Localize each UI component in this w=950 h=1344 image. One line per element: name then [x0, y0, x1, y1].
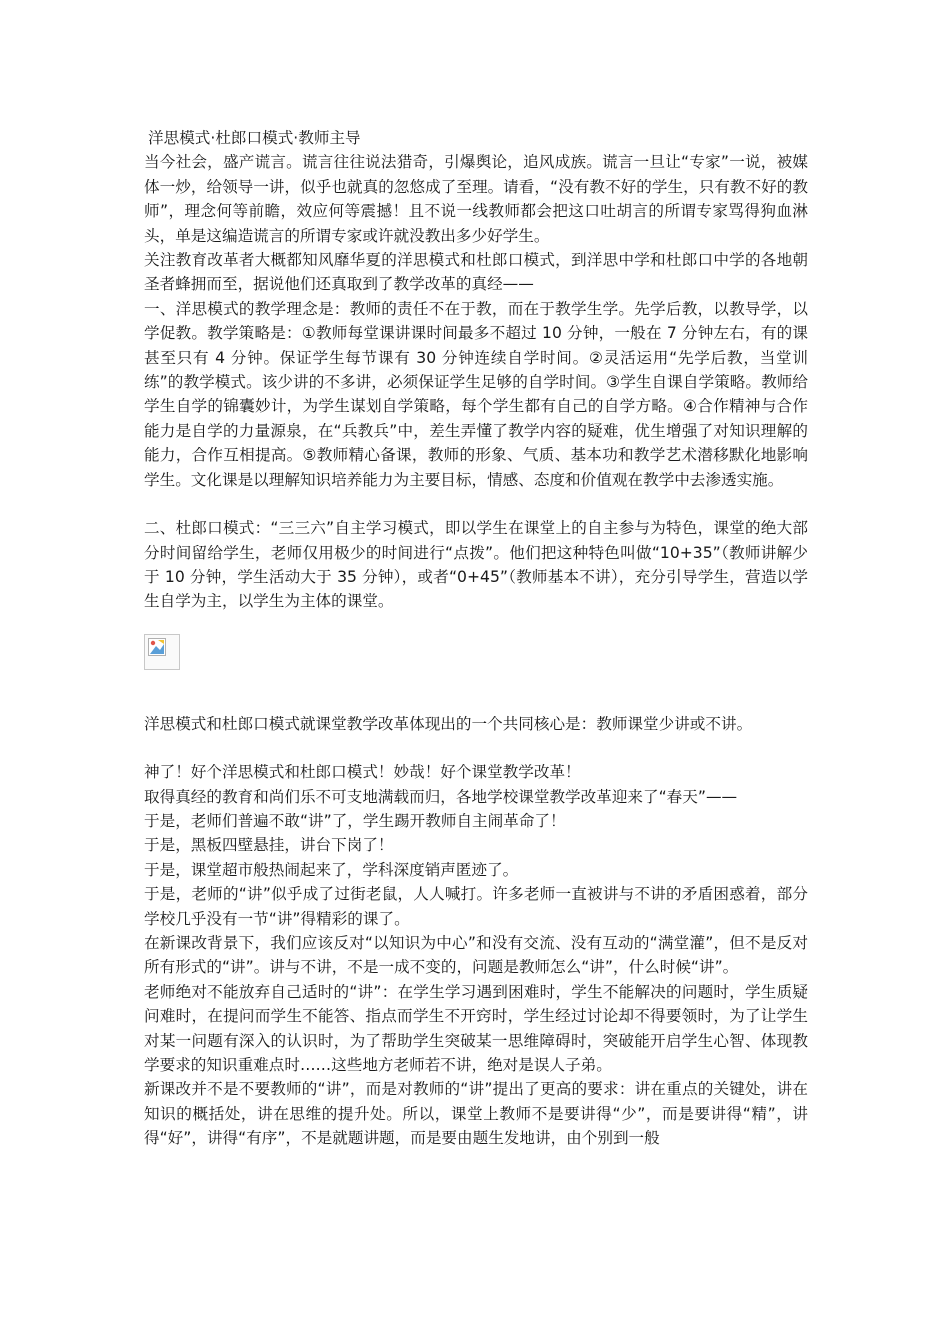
- paragraph-yangsi: 一、洋思模式的教学理念是：教师的责任不在于教，而在于教学生学。先学后教，以教导学，以学促教。教学策略是：①教师每堂课讲课时间最多不超过 10 分钟，一般在 7 分钟左右，有的课甚至只有 4 分钟。保证学生每节课有 30 分钟连续自学时间。②灵活运用“先学后教，当堂训练”的教学模式。该少讲的不多讲，必须保证学生足够的自学时间。③学生自课自学策略。教师给学生自学的锦囊妙计，为学生谋划自学策略，每个学生都有自己的自学方略。④合作精神与合作能力是自学的力量源泉，在“兵教兵”中，差生弄懂了教学内容的疑难，优生增强了对知识理解的能力，合作互相提高。⑤教师精心备课，教师的形象、气质、基本功和教学艺术潜移默化地影响学生。文化课是以理解知识培养能力为主要目标，情感、态度和价值观在教学中去渗透实施。: [144, 299, 808, 489]
- article-body: [144, 126, 808, 1151]
- paragraph-core: 洋思模式和杜郎口模式就课堂教学改革体现出的一个共同核心是：教师课堂少讲或不讲。: [144, 714, 753, 733]
- image-placeholder: [144, 634, 808, 696]
- article-title: 洋思模式·杜郎口模式·教师主导: [148, 129, 361, 147]
- paragraph-yushi-1: 于是，老师们普遍不敢“讲”了，学生踢开教师自主闹革命了！: [144, 811, 566, 830]
- paragraph-duliangkou: 二、杜郎口模式：“三三六”自主学习模式，即以学生在课堂上的自主参与为特色，课堂的绝大部分时间留给学生，老师仅用极少的时间进行“点拨”。他们把这种特色叫做“10+35”（教师讲解少于 10 分钟，学生活动大于 35 分钟），或者“0+45”（教师基本不讲），充分引导学生，营造以学生自学为主，以学生为主体的课堂。: [144, 519, 808, 611]
- paragraph-context: 关注教育改革者大概都知风靡华夏的洋思模式和杜郎口模式，到洋思中学和杜郎口中学的各地朝圣者蜂拥而至，据说他们还真取到了教学改革的真经——: [144, 251, 808, 294]
- paragraph-exclaim: 神了！好个洋思模式和杜郎口模式！妙哉！好个课堂教学改革！: [144, 763, 581, 782]
- paragraph-yushi-2: 于是，黑板四壁悬挂，讲台下岗了！: [144, 836, 394, 855]
- paragraph-timely-talk: 老师绝对不能放弃自己适时的“讲”：在学生学习遇到困难时，学生不能解决的问题时，学生质疑问难时，在提问而学生不能答、指点而学生不开窍时，学生经过讨论却不得要领时，为了让学生对某一问题有深入的认识时，为了帮助学生突破某一思维障碍时，突破能开启学生心智、体现教学要求的知识重难点时……这些地方老师若不讲，绝对是误人子弟。: [144, 982, 808, 1074]
- paragraph-intro: 当今社会，盛产谎言。谎言往往说法猎奇，引爆舆论，追风成族。谎言一旦让“专家”一说，被媒体一炒，给领导一讲，似乎也就真的忽悠成了至理。请看，“没有教不好的学生，只有教不好的教师”，理念何等前瞻，效应何等震撼！且不说一线教师都会把这口吐胡言的所谓专家骂得狗血淋头，单是这编造谎言的所谓专家或许就没教出多少好学生。: [144, 153, 808, 245]
- paragraph-spring: 取得真经的教育和尚们乐不可支地满载而归，各地学校课堂教学改革迎来了“春天”——: [144, 787, 738, 806]
- paragraph-newcurriculum: 在新课改背景下，我们应该反对“以知识为中心”和没有交流、没有互动的“满堂灌”，但不是反对所有形式的“讲”。讲与不讲，不是一成不变的，问题是教师怎么“讲”，什么时候“讲”。: [144, 933, 808, 977]
- paragraph-requirements: 新课改并不是不要教师的“讲”，而是对教师的“讲”提出了更高的要求：讲在重点的关键处，讲在知识的概括处，讲在思维的提升处。所以，课堂上教师不是要讲得“少”，而是要讲得“精”，讲得“好”，讲得“有序”，不是就题讲题，而是要由题生发地讲，由个别到一般: [144, 1080, 808, 1148]
- paragraph-yushi-3: 于是，课堂超市般热闹起来了，学科深度销声匿迹了。: [144, 860, 519, 879]
- paragraph-yushi-4: 于是，老师的“讲”似乎成了过街老鼠，人人喊打。许多老师一直被讲与不讲的矛盾困惑着，部分学校几乎没有一节“讲”得精彩的课了。: [144, 885, 808, 928]
- broken-image-icon: [144, 634, 180, 670]
